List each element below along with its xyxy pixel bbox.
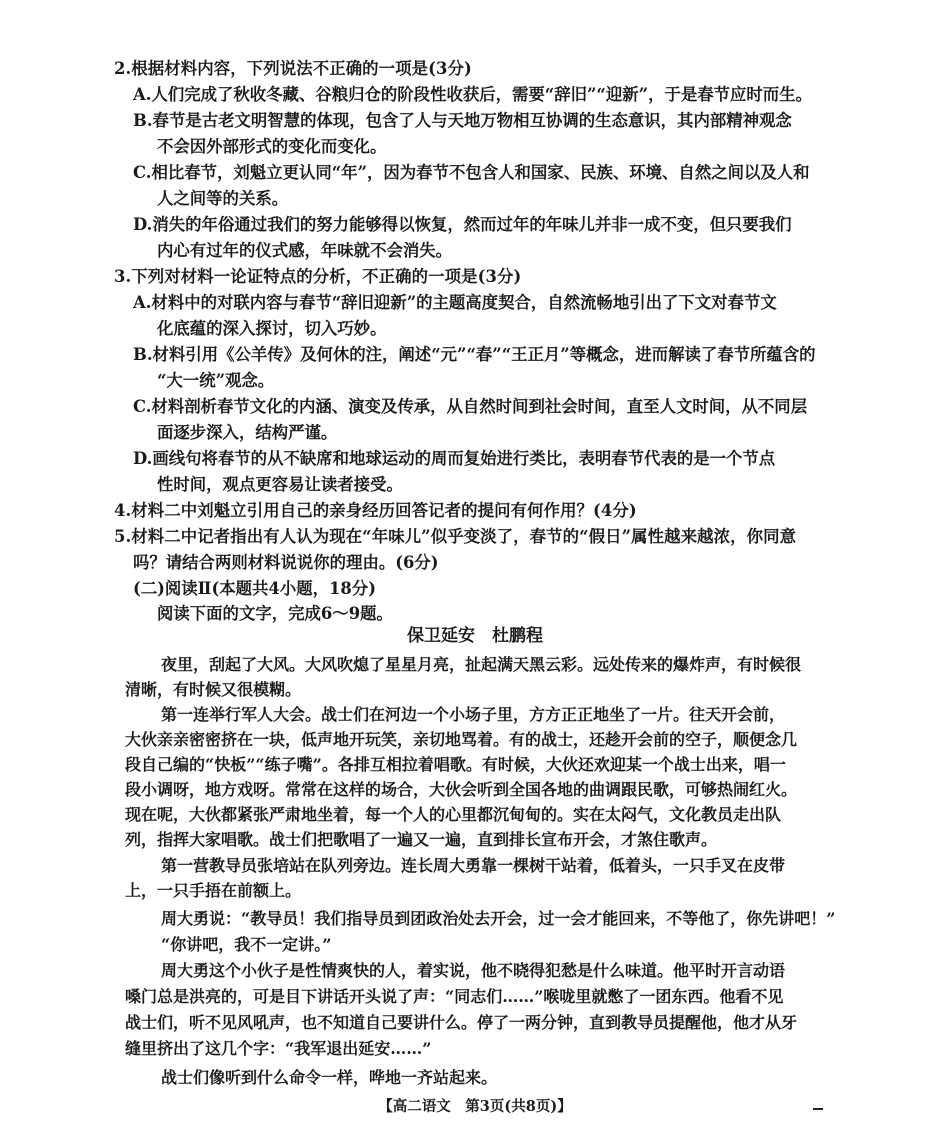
passage-line: 第一连举行军人大会。战士们在河边一个小场子里，方方正正地坐了一片。往天开会前，: [161, 705, 786, 724]
question-3-stem: 3.下列对材料一论证特点的分析，不正确的一项是(3分): [114, 267, 522, 286]
question-2-option-b-cont: 不会因外部形式的变化而变化。: [157, 137, 387, 156]
question-3-option-c-cont: 面逐步深入，结构严谨。: [157, 423, 338, 442]
section-heading: (二)阅读Ⅱ(本题共4小题，18分): [133, 579, 376, 598]
question-3-option-a: A.材料中的对联内容与春节“辞旧迎新”的主题高度契合，自然流畅地引出了下文对春节文: [133, 293, 777, 312]
question-2-stem: 2.根据材料内容，下列说法不正确的一项是(3分): [114, 59, 472, 78]
reading-instruction: 阅读下面的文字，完成6～9题。: [157, 604, 393, 623]
passage-line: 现在呢，大伙都紧张严肃地坐着，每一个人的心里都沉甸甸的。实在太闷气，文化教员走出队: [125, 805, 782, 824]
question-5: 5.材料二中记者指出有人认为现在“年味儿”似乎变淡了，春节的“假日”属性越来越浓，你同意: [114, 527, 797, 546]
passage-line: 清晰，有时候又很模糊。: [125, 680, 302, 699]
question-3-option-d-cont: 性时间，观点更容易让读者接受。: [157, 475, 403, 494]
passage-line: 列，指挥大家唱歌。战士们把歌唱了一遍又一遍，直到排长宣布开会，才煞住歌声。: [125, 830, 718, 849]
question-2-option-b: B.春节是古老文明智慧的体现，包含了人与天地万物相互协调的生态意识，其内部精神观念: [133, 111, 792, 130]
question-2-option-c: C.相比春节，刘魁立更认同“年”，因为春节不包含人和国家、民族、环境、自然之间以及人和: [133, 163, 810, 182]
question-3-option-b-cont: “大一统”观念。: [157, 371, 275, 390]
passage-line: 第一营教导员张培站在队列旁边。连长周大勇靠一棵树干站着，低着头，一只手叉在皮带: [161, 856, 786, 875]
question-4: 4.材料二中刘魁立引用自己的亲身经历回答记者的提问有何作用？(4分): [114, 501, 637, 520]
question-3-option-b: B.材料引用《公羊传》及何休的注，阐述“元”“春”“王正月”等概念，进而解读了春节所蕴含的: [133, 345, 816, 364]
passage-line: 战士们，听不见风吼声，也不知道自己要讲什么。停了一两分钟，直到教导员提醒他，他才从牙: [125, 1013, 798, 1032]
passage-line: 周大勇说：“教导员！我们指导员到团政治处去开会，过一会才能回来，不等他了，你先讲吧！”: [161, 909, 836, 928]
question-3-option-d: D.画线句将春节的从不缺席和地球运动的周而复始进行类比，表明春节代表的是一个节点: [133, 449, 776, 468]
corner-mark: [813, 1108, 823, 1110]
question-2-option-d: D.消失的年俗通过我们的努力能够得以恢复，然而过年的年味儿并非一成不变，但只要我们: [133, 215, 792, 234]
passage-line: 战士们像听到什么命令一样，哗地一齐站起来。: [161, 1068, 498, 1087]
passage-line: 周大勇这个小伙子是性情爽快的人，着实说，他不晓得犯愁是什么味道。他平时开言动语: [161, 961, 786, 980]
passage-line: “你讲吧，我不一定讲。”: [161, 935, 332, 954]
question-2-option-d-cont: 内心有过年的仪式感，年味就不会消失。: [157, 241, 453, 260]
passage-line: 上，一只手捂在前额上。: [125, 881, 302, 900]
question-2-option-c-cont: 人之间等的关系。: [157, 189, 289, 208]
question-5-cont: 吗？请结合两则材料说说你的理由。(6分): [133, 553, 439, 572]
passage-line: 嗓门总是洪亮的，可是目下讲话开头说了声：“同志们……”喉咙里就憋了一团东西。他看不见: [125, 987, 784, 1006]
passage-line: 夜里，刮起了大风。大风吹熄了星星月亮，扯起满天黑云彩。远处传来的爆炸声，有时候很: [161, 655, 802, 674]
passage-line: 大伙亲亲密密挤在一块，低声地开玩笑，亲切地骂着。有的战士，还趁开会前的空子，顺便念几: [125, 730, 798, 749]
passage-line: 段自己编的“快板”“练子嘴”。各排互相拉着唱歌。有时候，大伙还欢迎某一个战士出来，唱一: [125, 755, 786, 774]
passage-title: 保卫延安 杜鹏程: [407, 626, 543, 646]
page-footer: 【高二语文 第3页(共8页)】: [378, 1098, 572, 1115]
question-3-option-a-cont: 化底蕴的深入探讨，切入巧妙。: [157, 319, 387, 338]
question-2-option-a: A.人们完成了秋收冬藏、谷粮归仓的阶段性收获后，需要“辞旧”“迎新”，于是春节应时而生。: [133, 85, 812, 104]
passage-line: 缝里挤出了这几个字：“我军退出延安……”: [125, 1039, 432, 1058]
passage-line: 段小调呀，地方戏呀。常常在这样的场合，大伙会听到全国各地的曲调跟民歌，可够热闹红火。: [125, 780, 798, 799]
question-3-option-c: C.材料剖析春节文化的内涵、演变及传承，从自然时间到社会时间，直至人文时间，从不同层: [133, 397, 808, 416]
